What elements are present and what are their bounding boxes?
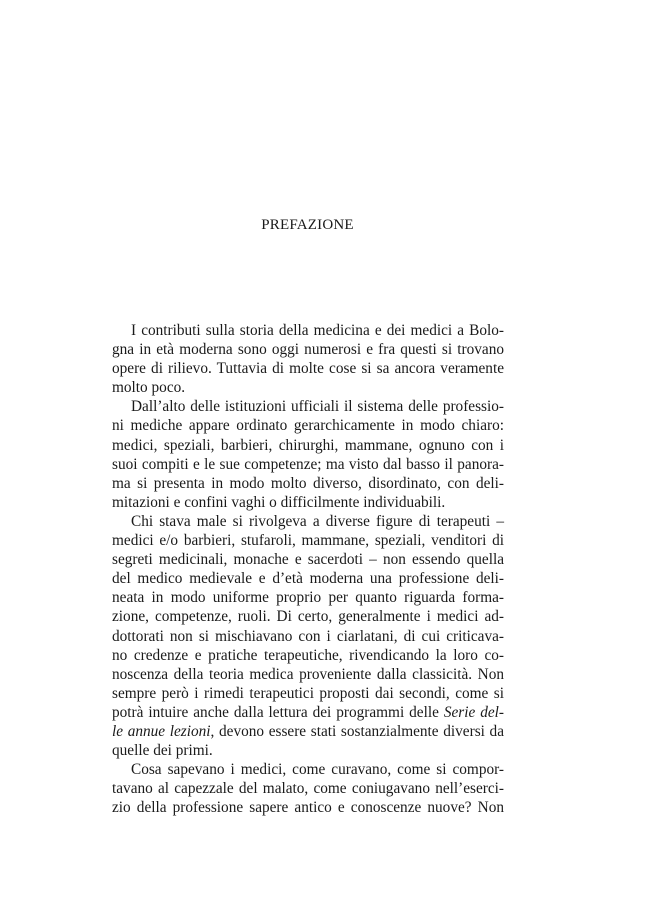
text-line: gna in età moderna sono oggi numerosi e fra questi si trovano <box>112 341 504 359</box>
text-line: opere di rilievo. Tuttavia di molte cose si sa ancora veramente <box>112 360 504 378</box>
text-line: Dall’alto delle istituzioni ufficiali il sistema delle professio- <box>131 398 504 416</box>
text-line <box>112 722 504 741</box>
text-line: Chi stava male si rivolgeva a diverse figure di terapeuti – <box>131 512 504 530</box>
text-line: suoi compiti e le sue competenze; ma visto dal basso il panora- <box>112 455 504 473</box>
text-line: segreti medicinali, monache e sacerdoti – non essendo quella <box>112 551 504 569</box>
text-line: medici e/o barbieri, stufaroli, mammane, speziali, venditori di <box>112 532 504 550</box>
text-line: quelle dei primi. <box>112 742 213 760</box>
text-line: zio della professione sapere antico e conoscenze nuove? Non <box>112 799 504 817</box>
italic-title-part-1: Serie del- <box>443 703 504 721</box>
text-line: ni mediche appare ordinato gerarchicamente in modo chiaro: <box>112 417 504 435</box>
text-line: neata in modo uniforme proprio per quanto riguarda forma- <box>112 589 504 607</box>
text-line: no credenze e pratiche terapeutiche, rivendicando la loro co- <box>112 646 504 664</box>
paragraph-3 <box>112 512 504 760</box>
text-line: molto poco. <box>112 379 186 397</box>
text-line: medici, speziali, barbieri, chirurghi, mammane, ognuno con i <box>112 436 504 454</box>
text-line: mitazioni e confini vaghi o difficilmente individuabili. <box>112 493 446 511</box>
text-span: potrà intuire anche dalla lettura dei programmi delle <box>112 703 444 721</box>
text-line: zione, competenze, ruoli. Di certo, generalmente i medici ad- <box>112 608 504 626</box>
text-line: dottorati non si mischiavano con i ciarlatani, di cui criticava- <box>112 627 504 645</box>
text-line: I contributi sulla storia della medicina e dei medici a Bolo- <box>131 322 504 339</box>
text-span: , devono essere stati sostanzialmente diversi da <box>210 722 504 740</box>
body-text <box>112 321 504 817</box>
paragraph-1 <box>112 321 504 397</box>
text-line: noscenza della teoria medica proveniente dalla classicità. Non <box>112 665 504 683</box>
text-line: del medico medievale e d’età moderna una professione deli- <box>112 570 504 588</box>
paragraph-2 <box>112 397 504 512</box>
italic-title-part-2: le annue lezioni <box>112 722 211 740</box>
text-line: ma si presenta in modo molto diverso, disordinato, con deli- <box>112 474 504 492</box>
text-line: tavano al capezzale del malato, come coniugavano nell’eserci- <box>112 780 504 798</box>
text-line: sempre però i rimedi terapeutici proposti dai secondi, come si <box>112 684 504 702</box>
text-line <box>112 703 504 722</box>
text-line: Cosa sapevano i medici, come curavano, come si compor- <box>131 761 504 779</box>
page-title: PREFAZIONE <box>261 217 354 233</box>
paragraph-4 <box>112 760 504 817</box>
